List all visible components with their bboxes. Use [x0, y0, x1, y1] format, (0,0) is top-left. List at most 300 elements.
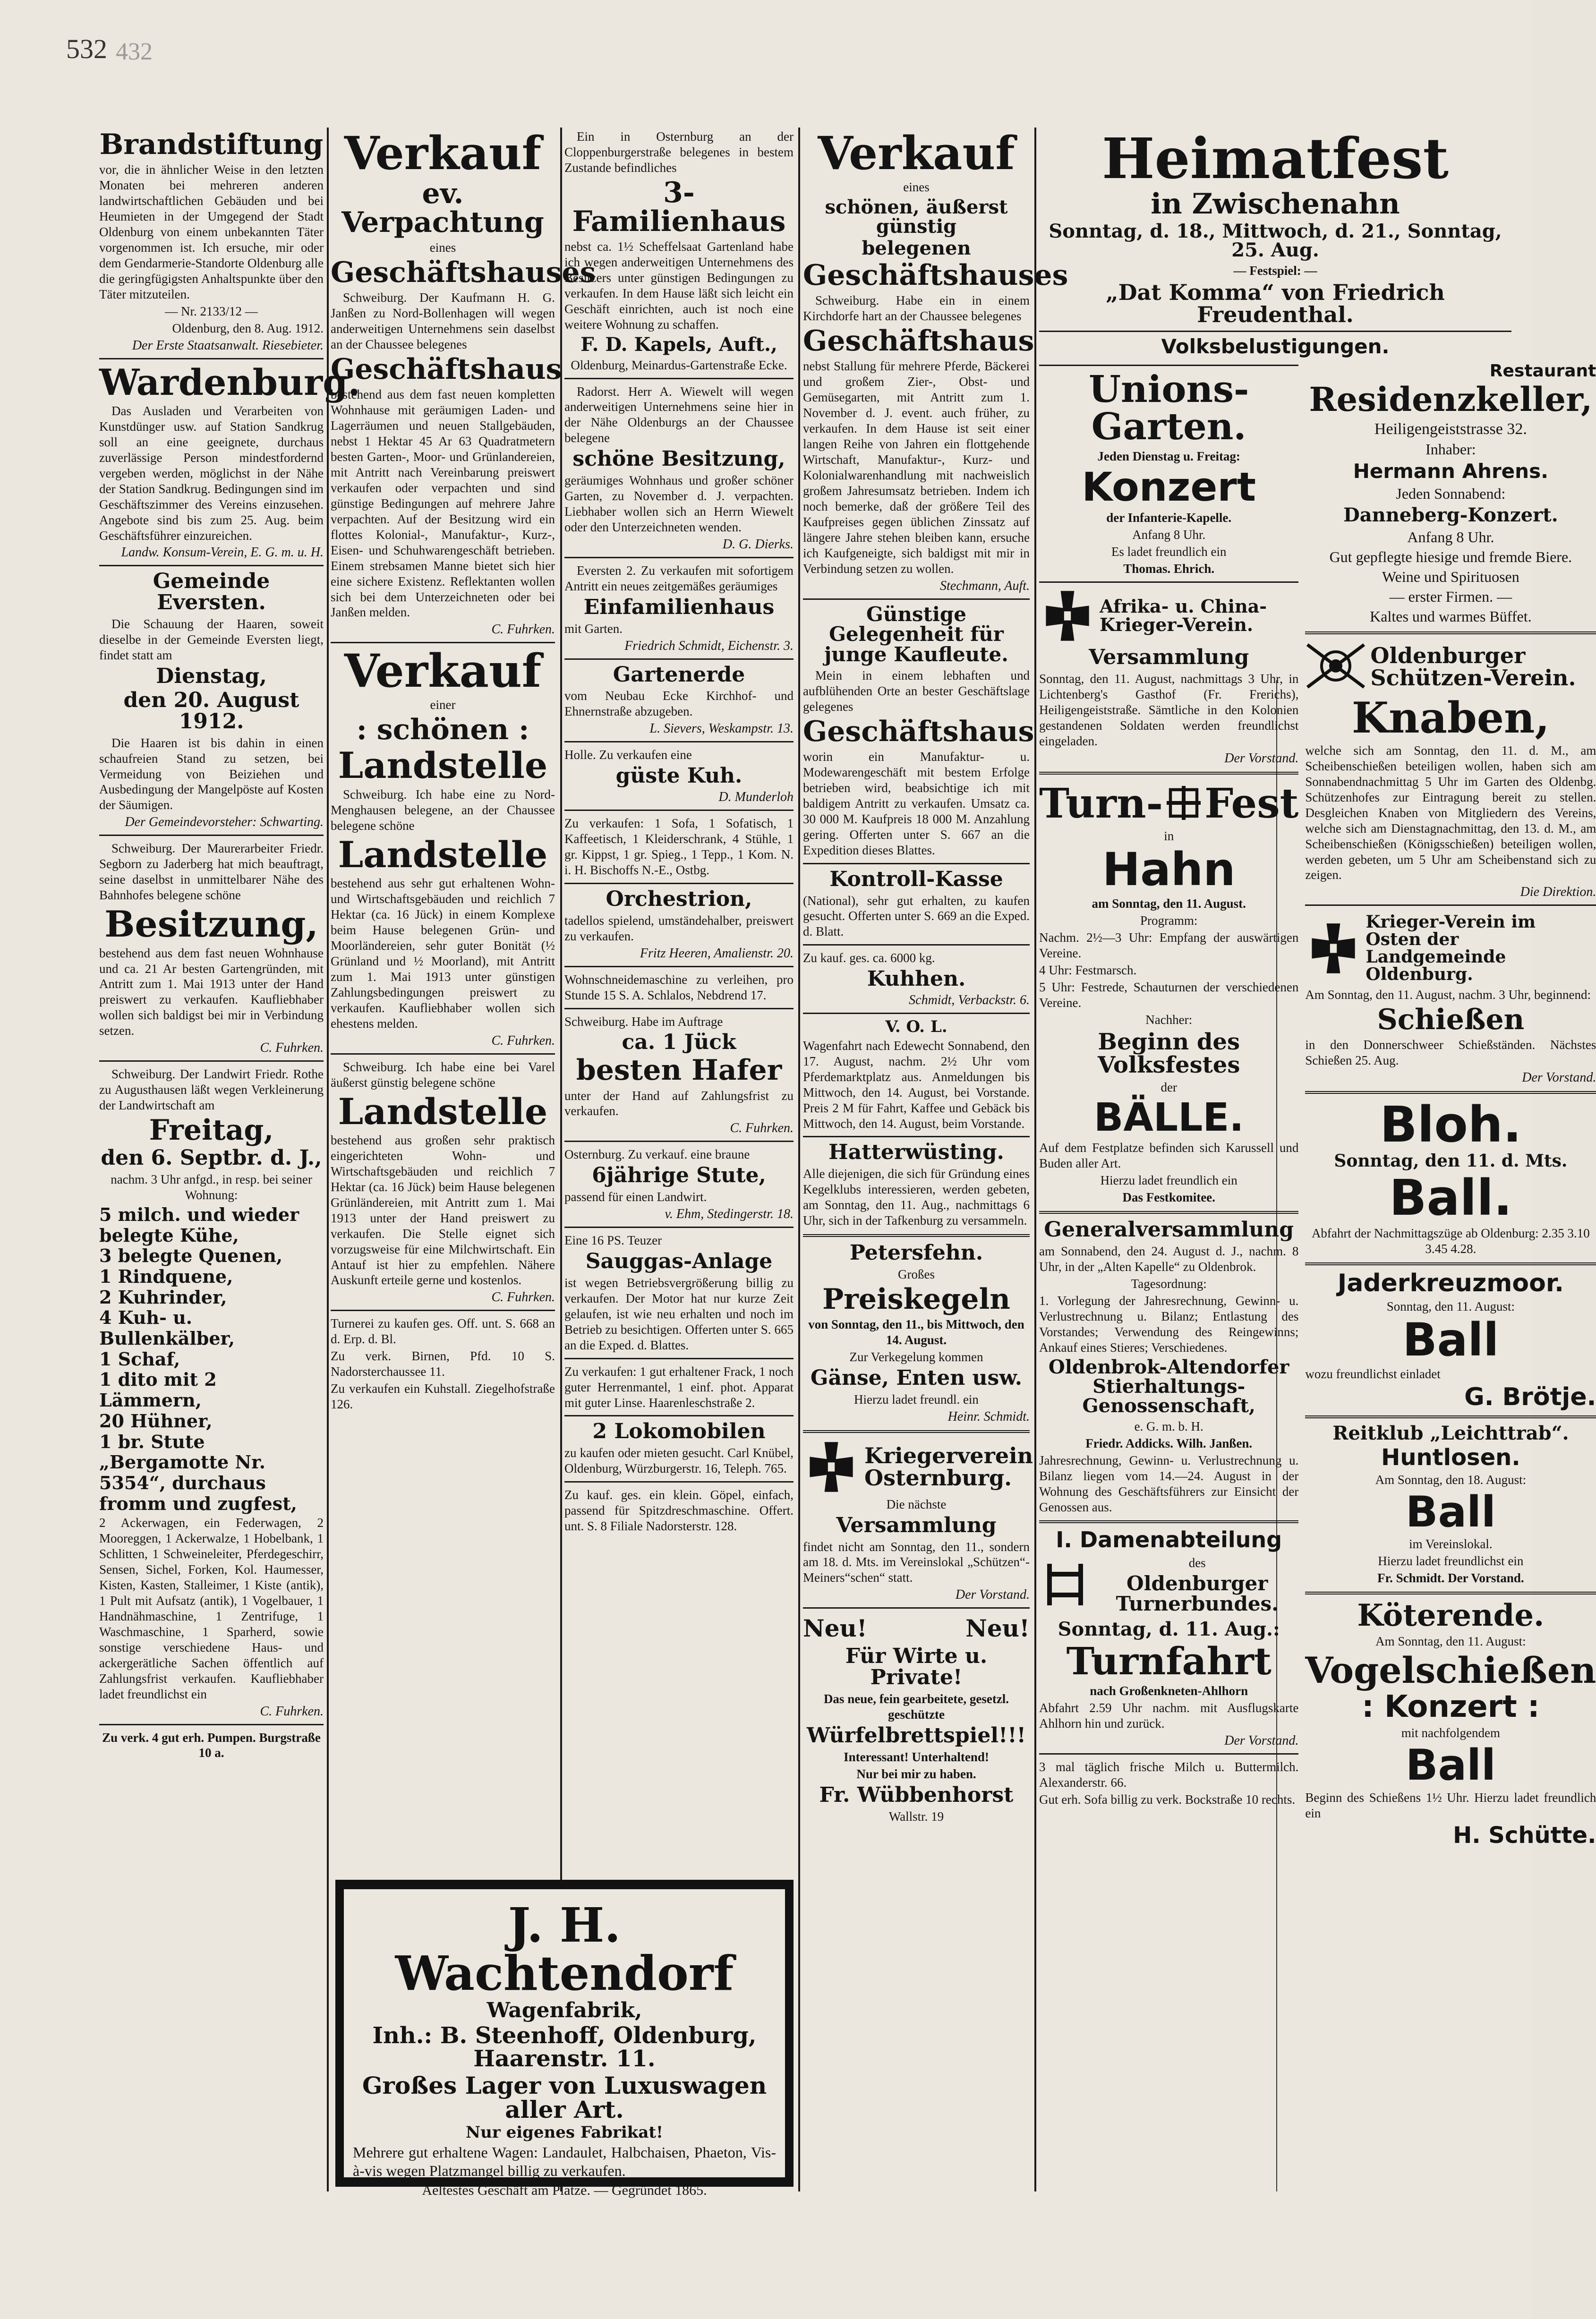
divider — [564, 658, 794, 660]
bloh-heading: Bloh. — [1380, 1096, 1522, 1154]
column-3 — [564, 128, 794, 1870]
turnfest-heading-a: Turn- — [1039, 779, 1163, 827]
divider — [803, 598, 1030, 600]
divider — [803, 1607, 1030, 1609]
osternburg-body-2: nebst ca. 1½ Scheffelsaat Gartenland habe ich wegen anderweitigen Unternehmens des Besitzers unter günstigen Bedingungen zu verkaufen. In dem Hause läßt sich leicht ein Geschäft einrichten, auch ist noch eine weitere Wohnung zu schaffen. — [564, 239, 794, 332]
divider — [1039, 1753, 1298, 1755]
sofa-ad: Zu verkaufen: 1 Sofa, 1 Sofatisch, 1 Kaffeetisch, 1 Kleiderschrank, 4 Stühle, 1 gr. Kippst, 1 gr. Spieg., 1 Tepp., 1 Kom. N. i. H. Bischoffs N.-E., Ostbg. — [564, 816, 794, 877]
heimatfest-heading: Heimatfest — [1102, 126, 1449, 191]
double-divider — [1039, 772, 1298, 775]
kriegerverein-next: Die nächste — [886, 1497, 947, 1511]
divider — [564, 810, 794, 811]
belegenen-label: belegenen — [862, 237, 971, 260]
wachtendorf-ad — [335, 1880, 794, 2198]
hafer-signature: C. Fuhrken. — [730, 1121, 794, 1136]
turnfahrt-abfahrt: Abfahrt 2.59 Uhr nachm. mit Ausflugskarte Ahlhorn hin und zurück. — [1039, 1701, 1299, 1731]
vol-body: Wagenfahrt nach Edewecht Sonnabend, den 17. August, nachm. 2½ Uhr vom Pferdemarktplatz aus. Anmeldungen bis Mittwoch, den 14. August, bei Vorstande. Preis 2 M für Fahrt, Kaffee und Gebäck bis Mittwoch, den 14. August, beim Vorstande. — [803, 1038, 1030, 1131]
unions-garten-heading: Unions-Garten. — [1089, 367, 1249, 449]
auction-item: 20 Hühner, — [99, 1410, 213, 1432]
eversten-body: Die Schauung der Haaren, soweit dieselbe in der Gemeinde Eversten liegt, findet statt am — [99, 617, 324, 663]
petersfehn-heading: Petersfehn. — [849, 1241, 983, 1265]
frack-ad: Zu verkaufen: 1 gut erhaltener Frack, 1 noch guter Herrenmantel, 1 einf. phot. Apparat mit guter Linse. Haarenleschstraße 2. — [564, 1364, 794, 1410]
wuerfelbrett-heading: Würfelbrettspiel!!! — [807, 1723, 1026, 1748]
koeterende-body: Beginn des Schießens 1½ Uhr. Hierzu ladet freundlich ein — [1305, 1790, 1596, 1820]
geschaeftshaus-heading: Geschäftshaus — [331, 353, 562, 386]
divider — [99, 358, 324, 359]
page-number: 532 — [66, 34, 107, 64]
geschaeftshaus-heading-2: Geschäftshaus — [803, 324, 1034, 358]
divider — [564, 966, 794, 967]
afrika-heading: Afrika- u. China-Krieger-Verein. — [1100, 596, 1267, 636]
einfamilienhaus-heading: Einfamilienhaus — [583, 595, 775, 619]
wachtendorf-ad-inner — [344, 1889, 785, 2198]
gelegenheit-body-2: worin ein Manufaktur- u. Modewarengeschäft mit bestem Erfolge betrieben wird, beabsichtige ich mit baldigem Antritt zu verkaufen. Umsatz ca. 30 000 M. Kaufpreis 18 000 M. Anzahlung gering. Offerten unter S. 667 an die Expedition dieses Blattes. — [803, 750, 1030, 857]
divider — [99, 1724, 324, 1725]
bloh-date: Sonntag, den 11. d. Mts. — [1334, 1151, 1568, 1171]
afrika-versammlung: Versammlung — [1089, 645, 1249, 670]
jader-invite: wozu freundlichst einladet — [1305, 1366, 1441, 1381]
reitklub-heading: Reitklub „Leichttrab“. — [1332, 1422, 1569, 1444]
damenabteilung-heading: I. Damenabteilung — [1056, 1527, 1282, 1553]
wein-label: Weine und Spirituosen — [1382, 568, 1519, 586]
ball-heading-3: Ball — [1405, 1487, 1496, 1537]
huntlosen-heading: Huntlosen. — [1381, 1444, 1520, 1471]
double-divider — [1305, 1262, 1596, 1265]
einer-label: einer — [430, 698, 456, 712]
divider — [564, 1141, 794, 1142]
divider — [803, 944, 1030, 946]
pumpen-ad: Zu verk. 4 gut erh. Pumpen. Burgstraße 10 a. — [102, 1730, 321, 1760]
kriegerverein-header — [803, 1439, 1033, 1495]
kuhhen-heading: Kuhhen. — [867, 967, 966, 991]
residenzkeller-heading: Residenzkeller, — [1309, 380, 1593, 419]
programm-item-3: 5 Uhr: Festrede, Schauturnen der verschiedenen Vereine. — [1039, 980, 1299, 1010]
turner-emblem-icon — [1039, 1559, 1091, 1612]
afrika-body: Sonntag, den 11. August, nachmittags 3 Uhr, in Lichtenberg's Gasthof (Fr. Frerichs), Heiligengeiststraße. Sämtliche in den Kolonien gestandenen Soldaten werden freundlichst eingeladen. — [1039, 672, 1299, 748]
auction-item: 1 br. Stute „Bergamotte Nr. 5354“, durchaus fromm und zugfest, — [99, 1431, 297, 1514]
knaben-signature: Die Direktion. — [1520, 885, 1596, 900]
turnfest-heading-row — [1039, 780, 1298, 827]
neu-label-2: Neu! — [965, 1614, 1030, 1643]
schneidemaschine-ad: Wohnschneidemaschine zu verleihen, pro Stunde 15 S. A. Schlalos, Nebdrend 17. — [564, 972, 794, 1002]
column-rule — [1034, 128, 1036, 2191]
radorst-body-2: geräumiges Wohnhaus und großer schöner Garten, zu November d. J. verpachten. Liebhaber wollen sich an Herrn Wiewelt oder den Unterzeichneten wenden. — [564, 473, 794, 534]
unions-band: der Infanterie-Kapelle. — [1106, 511, 1232, 525]
landstelle-title: Landstelle — [338, 833, 548, 876]
column-4 — [803, 127, 1068, 2196]
verkauf-heading: Verkauf — [344, 127, 542, 180]
programm-item-1: Nachm. 2½—3 Uhr: Empfang der auswärtigen Vereine. — [1039, 930, 1299, 961]
iron-cross-icon — [1305, 920, 1362, 977]
preiskegeln-heading: Preiskegeln — [822, 1282, 1010, 1316]
dat-komma: „Dat Komma“ von Friedrich Freudenthal. — [1106, 280, 1445, 327]
broetje-name: G. Brötje. — [1464, 1382, 1596, 1411]
baelle-body: Auf dem Festplatze befinden sich Karussell und Buden aller Art. — [1039, 1141, 1299, 1171]
divider — [99, 835, 324, 836]
divider — [1039, 331, 1511, 332]
inhaber-label: Inhaber: — [1425, 441, 1476, 458]
verkauf-heading-2: Verkauf — [344, 644, 542, 698]
auction-item: 1 dito mit 2 Lämmern, — [99, 1369, 217, 1411]
wardenburg-title: Wardenburg. — [99, 361, 360, 403]
rothe-day: Freitag, — [149, 1114, 274, 1147]
kirchdorf-body: Schweiburg. Habe ein in einem Kirchdorfe hart an der Chaussee belegenes — [803, 293, 1030, 324]
firmen-label: — erster Firmen. — — [1389, 588, 1512, 605]
divider — [564, 883, 794, 884]
brandstiftung-signature: Der Erste Staatsanwalt. Riesebieter. — [132, 338, 324, 353]
geschaeftshauses-heading-2: Geschäftshauses — [803, 259, 1068, 292]
birnen-ad: Zu verk. Birnen, Pfd. 10 S. Nadorsterchaussee 11. — [331, 1349, 555, 1379]
eines-label-2: eines — [903, 179, 930, 194]
divider — [564, 1227, 794, 1228]
divider — [803, 1013, 1030, 1014]
ball-heading-4: Ball — [1405, 1740, 1496, 1790]
column-5-left — [1039, 360, 1298, 1850]
mit-garten: mit Garten. — [564, 621, 623, 636]
target-crossed-rifles-icon — [1305, 640, 1366, 694]
grosses-label: Großes — [898, 1267, 935, 1281]
besitzung-title: Besitzung, — [104, 903, 318, 946]
double-divider — [1039, 1520, 1298, 1523]
stier-sub: e. G. m. b. H. — [1134, 1419, 1203, 1433]
double-divider — [1305, 1091, 1596, 1094]
varel-title: Landstelle — [338, 1090, 548, 1133]
divider — [564, 1481, 794, 1483]
column-5-split — [1039, 360, 1596, 1850]
rothe-misc: 2 Ackerwagen, ein Federwagen, 2 Mooreggen, 1 Ackerwalze, 1 Hobelbank, 1 Schlitten, 1 Schweineleiter, Pferdegeschirr, Sensen, Sichel, Forken, Kol. Haumesser, Kisten, Kasten, Stalleimer, 1 Kiste (antik), 1 Pult mit Aufsatz (antik), 1 Vogelbauer, 1 Handnähmaschine, 1 Zentrifuge, 1 Waschmaschine, 1 Sparherd, sowie sonstige verschiedene Haus- und ackergerätliche Sachen öffentlich auf Zahlungsfrist verkaufen. Kaufliebhaber ladet freundlichst ein — [99, 1516, 324, 1701]
gelegenheit-body: Mein in einem lebhaften und aufblühenden Orte an bester Geschäftslage gelegenes — [803, 668, 1030, 714]
auction-item: 3 belegte Quenen, — [99, 1245, 283, 1267]
verkauf-heading-3: Verkauf — [818, 127, 1015, 180]
kapels-address: Oldenburg, Meinardus-Gartenstraße Ecke. — [571, 358, 787, 372]
versammlung-heading: Versammlung — [836, 1513, 997, 1537]
krieger2-heading: Krieger-Verein im Osten der Landgemeinde Oldenburg. — [1366, 912, 1536, 984]
brandstiftung-date: Oldenburg, den 8. Aug. 1912. — [172, 321, 324, 335]
schuetzen-header — [1305, 640, 1596, 694]
familienhaus-heading: 3-Familienhaus — [572, 176, 786, 238]
vogelschiessen-heading: Vogelschießen — [1305, 1649, 1596, 1692]
orchestrion-body: tadellos spielend, umständehalber, preiswert zu verkaufen. — [564, 913, 794, 943]
kuh-intro: Holle. Zu verkaufen eine — [564, 748, 692, 762]
column-rule — [798, 128, 800, 2191]
wuebbenhorst-address: Wallstr. 19 — [888, 1809, 944, 1824]
janssen-body-2: bestehend aus dem fast neuen kompletten Wohnhause mit geräumigen Laden- und Lagerräumen und neuen Stallgebäuden, nebst 1 Hektar 45 Ar 63 Quadratmetern besten Garten-, Moor- und Grünlandereien, mit Antritt nach Vereinbarung preiswert verkaufen oder verpachten und sind günstige Bedingungen auf mehrere Jahre verpachten. Auf der Besitzung wird ein flottes Kolonial-, Manufaktur-, Kurz-, Eisen- und Schuhwarengeschäft betrieben. Einem strebsamen Manne bietet sich hier eine sichere Existenz. Reflektanten wollen sich bei dem Unterzeichneten oder bei Janßen melden. — [331, 387, 555, 620]
krieger2-signature: Der Vorstand. — [1522, 1070, 1596, 1085]
gartenerde-heading: Gartenerde — [613, 662, 745, 687]
anfang-label: Anfang 8 Uhr. — [1407, 528, 1494, 546]
janssen-signature: C. Fuhrken. — [491, 622, 555, 637]
lokomobilen-body: zu kaufen oder mieten gesucht. Carl Knübel, Oldenburg, Würzburgerstr. 16, Teleph. 765. — [564, 1446, 794, 1476]
varel-signature: C. Fuhrken. — [491, 1290, 555, 1305]
double-divider — [803, 1234, 1030, 1237]
auction-item: 1 Schaf, — [99, 1348, 180, 1370]
turnfest-heading-b: Fest — [1204, 779, 1299, 827]
divider — [99, 1060, 324, 1062]
auction-item: 1 Rindquene, — [99, 1266, 233, 1287]
besitzung-body: bestehend aus dem fast neuen Wohnhause und ca. 21 Ar besten Gartengründen, mit Antritt zum 1. Mai 1913 unter der Hand preiswert zu verkaufen. Kaufliebhaber wollen sich baldigst bei mir in Verbindung setzen. — [99, 946, 324, 1038]
double-divider — [803, 1430, 1030, 1433]
festkomitee: Das Festkomitee. — [1122, 1190, 1215, 1205]
neu-row — [803, 1613, 1030, 1643]
column-1 — [99, 128, 360, 1762]
hafer-amount: ca. 1 Jück — [622, 1030, 736, 1055]
rothe-time: nachm. 3 Uhr anfgd., in resp. bei seiner Wohnung: — [111, 1172, 312, 1202]
eversten-body-2: Die Haaren ist bis dahin in einen schaufreien Stand zu setzen, bei Vermeidung von Beiziehen und Ausbedingung der Mangelpöste auf Kosten der Säumigen. — [99, 735, 324, 812]
divider — [803, 863, 1030, 864]
ball-heading-2: Ball — [1402, 1313, 1499, 1366]
divider — [564, 1415, 794, 1416]
stute-body: passend für einen Landwirt. — [564, 1190, 707, 1204]
kuhstall-ad: Zu verkaufen ein Kuhstall. Ziegelhofstraße 126. — [331, 1381, 555, 1412]
nachher-label: Nachher: — [1145, 1012, 1193, 1027]
turnfest-in: in — [1164, 829, 1174, 844]
gartenerde-signature: L. Sievers, Weskampstr. 13. — [649, 721, 794, 736]
stier-body: Jahresrechnung, Gewinn- u. Verlustrechnung u. Bilanz liegen vom 14.—24. August in der Wohnung des Geschäftsführers zur Einsicht der Genossen aus. — [1039, 1453, 1299, 1514]
turnerbund-heading: Oldenburger Turnerbundes. — [1116, 1572, 1279, 1616]
wachtendorf-owner: Inh.: B. Steenhoff, Oldenburg, Haarenstr. 11. — [372, 2022, 757, 2072]
krieger2-body-2: in den Donnerschweer Schießständen. Nächstes Schießen 25. Aug. — [1305, 1038, 1596, 1068]
damen-date: Sonntag, d. 11. Aug.: — [1058, 1618, 1280, 1640]
landstelle-body-2: bestehend aus sehr gut erhaltenen Wohn- und Wirtschaftsgebäuden und reichlich 7 Hektar (ca. 16 Jück) in einem Komplexe beim Hause belegenen Grün- und Moorländereien, sehr guter Bonität (½ Grünland und ½ Moorland), mit Antritt zum 1. Mai 1913 unter günstigen Zahlungsbedingungen preiswert zu verkaufen. Kaufliebhaber wollen sich ehestens melden. — [331, 876, 555, 1031]
unions-days: Jeden Dienstag u. Freitag: — [1097, 449, 1240, 463]
turnfahrt-heading: Turnfahrt — [1066, 1638, 1272, 1683]
ball-heading: Ball. — [1389, 1169, 1512, 1227]
tagesordnung-label: Tagesordnung: — [1131, 1276, 1207, 1291]
generalversammlung-heading: Generalversammlung — [1044, 1218, 1294, 1242]
auction-item: 5 milch. und wieder belegte Kühe, — [99, 1203, 299, 1246]
mit-nachfolgendem: mit nachfolgendem — [1401, 1726, 1500, 1740]
landstelle-heading: Landstelle — [338, 744, 548, 787]
hafer-body: unter der Hand auf Zahlungsfrist zu verkaufen. — [564, 1088, 794, 1118]
radorst-body: Radorst. Herr A. Wiewelt will wegen anderweitigen Unternehmens seine hier in der Nähe Oldenburgs an der Chaussee belegene — [564, 384, 794, 445]
divider — [99, 565, 324, 566]
double-divider — [1305, 631, 1596, 634]
varel-body: Schweiburg. Ich habe eine bei Varel äußerst günstig belegene schöne — [331, 1059, 555, 1090]
gartenerde-body: vom Neubau Ecke Kirchhof- und Ehnernstraße abzugeben. — [564, 689, 794, 719]
divider — [803, 1136, 1030, 1137]
huntlosen-date: Am Sonntag, den 18. August: — [1375, 1472, 1527, 1487]
wardenburg-signature: Landw. Konsum-Verein, E. G. m. u. H. — [121, 545, 324, 560]
hafer-heading: besten Hafer — [576, 1054, 782, 1087]
wirte-heading: Für Wirte u. Private! — [845, 1644, 988, 1690]
bloh-body: Abfahrt der Nachmittagszüge ab Oldenburg: 2.35 3.10 3.45 4.28. — [1311, 1226, 1590, 1256]
besitzung-intro: Schweiburg. Der Maurerarbeiter Friedr. Segborn zu Jaderberg hat mich beauftragt, seine daselbst in unmittelbarer Nähe des Bahnhofes belegene schöne — [99, 841, 324, 903]
jaderkreuzmoor-heading: Jaderkreuzmoor. — [1337, 1269, 1564, 1297]
column-rule — [327, 128, 329, 2191]
kontrollkasse-body: (National), sehr gut erhalten, zu kaufen gesucht. Offerten unter S. 669 an die Exped. d. Blatt. — [803, 893, 1030, 939]
schoenen-label: schönen, äußerst günstig — [825, 196, 1008, 238]
stute-heading: 6jährige Stute, — [592, 1163, 766, 1188]
hatterwuesting-heading: Hatterwüsting. — [828, 1140, 1004, 1165]
divider — [331, 642, 555, 643]
programm-item-2: 4 Uhr: Festmarsch. — [1039, 963, 1137, 978]
gelegenheit-heading: Günstige Gelegenheit für junge Kaufleute. — [824, 602, 1008, 666]
stechmann-signature: Stechmann, Auft. — [939, 578, 1030, 593]
divider — [1039, 581, 1298, 583]
orchestrion-heading: Orchestrion, — [606, 887, 752, 911]
kriegerverein-signature: Der Vorstand. — [955, 1587, 1030, 1603]
sonnabend-label: Jeden Sonnabend: — [1396, 485, 1506, 503]
rothe-date: den 6. Septbr. d. J., — [101, 1146, 322, 1170]
geschaeftshauses-heading: Geschäftshauses — [331, 256, 596, 290]
buffet-label: Kaltes und warmes Büffet. — [1370, 608, 1532, 625]
auction-item: 4 Kuh- u. Bullenkälber, — [99, 1307, 235, 1349]
residenz-address: Heiligengeiststrasse 32. — [1374, 420, 1527, 438]
divider — [1305, 904, 1596, 906]
turnfahrt-dest: nach Großenkneten-Ahlhorn — [1090, 1684, 1248, 1698]
programm-label: Programm: — [1140, 913, 1198, 928]
brandstiftung-ref: — Nr. 2133/12 — — [165, 304, 258, 318]
krieger2-header — [1305, 911, 1596, 986]
kuh-heading: güste Kuh. — [615, 764, 743, 788]
lokomobilen-heading: 2 Lokomobilen — [592, 1419, 766, 1444]
schoenen-heading: : schönen : — [356, 713, 529, 747]
knaben-body: welche sich am Sonntag, den 11. d. M., am Scheibenschießen beteiligen wollen, haben sich am Sonnabendnachmittag 5 Uhr im Garten des Oldenbg. Schützenhofes zur Eintragung bereit zu stellen. Desgleichen Knaben von Mitgliedern des Vereins, welche sich am Dienstagnachmittag, den 13. d. M., am Scheibenschießen (Königsschießen) beteiligen wollen, werden gebeten, um 5 Uhr am Scheibenstand sich zu zeigen. — [1305, 743, 1596, 882]
rothe-intro: Schweiburg. Der Landwirt Friedr. Rothe zu Augusthausen läßt wegen Verkleinerung der Landwirtschaft am — [99, 1067, 324, 1113]
afrika-header — [1039, 588, 1298, 644]
brandstiftung-title: Brandstiftung — [99, 128, 324, 161]
eversten2-body: Eversten 2. Zu verkaufen mit sofortigem Antritt ein neues zeitgemäßes geräumiges — [564, 563, 794, 593]
hafer-intro: Schweiburg. Habe im Auftrage — [564, 1014, 723, 1029]
kuhhen-signature: Schmidt, Verbackstr. 6. — [909, 993, 1030, 1008]
landstelle-signature: C. Fuhrken. — [491, 1033, 555, 1048]
konzert-heading-2: : Konzert : — [1362, 1689, 1540, 1724]
baelle-invite: Hierzu ladet freundlich ein — [1100, 1173, 1238, 1188]
eversten-day: Dienstag, — [156, 664, 267, 689]
besitzung-heading: schöne Besitzung, — [572, 447, 785, 471]
ahrens-name: Hermann Ahrens. — [1353, 460, 1549, 483]
hahn-heading: Hahn — [1102, 843, 1236, 896]
kuh-signature: D. Munderloh — [718, 790, 794, 805]
sauggas-heading: Sauggas-Anlage — [585, 1249, 773, 1274]
vol-heading: V. O. L. — [885, 1017, 947, 1037]
sauggas-body: ist wegen Betriebsvergrößerung billig zu verkaufen. Der Motor hat nur kurze Zeit gelaufen, ist wie neu erhalten und noch im Betrieb zu besichtigen. Offerten unter S. 665 an die Exped. d. Blattes. — [564, 1275, 794, 1352]
geschaeftshaus-heading-3: Geschäftshaus — [803, 715, 1034, 748]
huntlosen-invite: Hierzu ladet freundlichst ein — [1378, 1554, 1524, 1569]
kriegerverein-body: findet nicht am Sonntag, den 11., sondern am 18. d. Mts. im Vereinslokal „Schützen“-Meiners“schen“ statt. — [803, 1539, 1030, 1585]
radorst-signature: D. G. Dierks. — [722, 537, 794, 552]
verpachtung-heading: ev. Verpachtung — [341, 177, 544, 239]
milch-ad: 3 mal täglich frische Milch u. Buttermilch. Alexanderstr. 66. — [1039, 1760, 1299, 1790]
restaurant-label: Restaurant — [1489, 361, 1596, 381]
auction-item: 2 Kuhrinder, — [99, 1286, 227, 1308]
preiskegeln-signature: Heinr. Schmidt. — [947, 1409, 1030, 1424]
unions-signature: Thomas. Ehrich. — [1123, 562, 1215, 576]
preiskegeln-invite: Hierzu ladet freundl. ein — [854, 1392, 979, 1407]
volksfest-heading: Beginn des Volksfestes — [1098, 1028, 1240, 1078]
column-5 — [1039, 126, 1596, 2196]
page-number-faint: 432 — [116, 38, 153, 65]
auction-list — [99, 1204, 324, 1514]
eversten-date: den 20. August 1912. — [123, 688, 299, 733]
huntlosen-location: im Vereinslokal. — [1409, 1537, 1493, 1552]
gaense-heading: Gänse, Enten usw. — [810, 1365, 1023, 1390]
kapels-name: F. D. Kapels, Auft., — [580, 333, 777, 356]
schuetzenverein-heading: Oldenburger Schützen-Verein. — [1370, 643, 1576, 691]
divider — [331, 1310, 555, 1311]
turner-cross-icon — [1165, 784, 1203, 824]
divider — [564, 378, 794, 379]
unions-time: Anfang 8 Uhr. — [1132, 528, 1206, 542]
koeterende-date: Am Sonntag, den 11. August: — [1375, 1634, 1526, 1649]
schuette-name: H. Schütte. — [1453, 1822, 1596, 1849]
heimatfest-dates: Sonntag, d. 18., Mittwoch, d. 21., Sonntag, 25. Aug. — [1049, 220, 1502, 262]
afrika-signature: Der Vorstand. — [1224, 750, 1299, 766]
kirchdorf-body-2: nebst Stallung für mehrere Pferde, Bäckerei und großem Zier-, Obst- und Gemüsegarten, mit Antritt zum 1. November d. J. event. auch früher, zu verkaufen. In dem Hause ist seit einer langen Reihe von Jahren ein flottgehende Wirtschaft, Manufaktur-, Kurz- und Kolonialwarenhandlung mit nachweislich großem Jahresumsatz betrieben. Indem ich noch bemerke, daß der größere Teil des Kaufpreises gegen üblichen Zinssatz auf längere Jahre stehen bleiben kann, ersuche ich Kaufgeneigte, sich baldigst mit mir in Verbindung setzen zu wollen. — [803, 359, 1030, 576]
landstelle-body: Schweiburg. Ich habe eine zu Nord-Menghausen belegene, an der Chaussee belegene schöne — [331, 787, 555, 833]
wuebbenhorst-name: Fr. Wübbenhorst — [819, 1782, 1014, 1807]
iron-cross-icon — [803, 1439, 860, 1495]
baelle-heading: BÄLLE. — [1093, 1095, 1244, 1140]
janssen-body: Schweiburg. Der Kaufmann H. G. Janßen zu Nord-Bollenhagen will wegen anderweitigen Unternehmens sein daselbst an der Chaussee belegenes — [331, 290, 555, 352]
wachtendorf-lager: Großes Lager von Luxuswagen aller Art. — [362, 2071, 767, 2123]
turnerbund-row — [1039, 1554, 1298, 1617]
divider — [331, 1053, 555, 1055]
huntlosen-signature: Fr. Schmidt. Der Vorstand. — [1377, 1571, 1524, 1586]
wachtendorf-footer: Aeltestes Geschäft am Platze. — Gegründet 1865. — [422, 2182, 707, 2198]
eversten-signature: Der Gemeindevorsteher: Schwarting. — [125, 815, 324, 830]
kontrollkasse-heading: Kontroll-Kasse — [829, 867, 1003, 891]
divider — [1039, 365, 1298, 366]
des-label: des — [1188, 1556, 1206, 1570]
preiskegeln-dates: von Sonntag, den 11., bis Mittwoch, den 14. August. — [808, 1317, 1024, 1347]
orchestrion-signature: Fritz Heeren, Amalienstr. 20. — [640, 946, 794, 961]
hahn-date: am Sonntag, den 11. August. — [1092, 896, 1246, 911]
wachtendorf-name: J. H. Wachtendorf — [395, 1897, 734, 2001]
double-divider — [1305, 1592, 1596, 1594]
osternburg-body: Ein in Osternburg an der Cloppenburgerstraße belegenes in bestem Zustande befindliches — [564, 129, 794, 175]
wachtendorf-body: Mehrere gut erhaltene Wagen: Landaulet, Halbchaisen, Phaeton, Vis-à-vis wegen Platzmangel billig zu verkaufen. — [353, 2144, 776, 2180]
festspiel-label: — Festspiel: — — [1233, 264, 1317, 278]
stute-intro: Osternburg. Zu verkauf. eine braune — [564, 1147, 750, 1162]
brandstiftung-body: vor, die in ähnlicher Weise in den letzten Monaten bei mehreren anderen landwirtschaftlichen Gebäuden und bei Heumieten in der Umgegend der Stadt Oldenburg von einem unbekannten Täter vorgenommen ist. Ich ersuche, mir oder dem Gendarmerie-Standorte Oldenburg alle die geringfügigsten Anhaltspunkte über den Täter mitzuteilen. — [99, 162, 324, 301]
eversten-title: Gemeinde Eversten. — [153, 569, 270, 615]
hatterwuesting-body: Alle diejenigen, die sich für Gründung eines Kegelklubs interessieren, werden gebeten, am Sonntag, den 11. Aug., nachmittags 6 Uhr, sich in der Tafkenburg zu versammeln. — [803, 1167, 1030, 1228]
tagesordnung-items: 1. Vorlegung der Jahresrechnung, Gewinn- u. Verlustrechnung u. Bilanz; Entlastung des Vorstandes; Verwendung des Reingewinns; Ankauf eines Stieres; Verschiedenes. — [1039, 1293, 1299, 1355]
damen-signature: Der Vorstand. — [1224, 1733, 1299, 1748]
konzert-heading: Konzert — [1082, 463, 1256, 510]
volksbelustigungen: Volksbelustigungen. — [1161, 334, 1390, 358]
neu-label: Neu! — [803, 1614, 867, 1643]
stier-names: Friedr. Addicks. Wilh. Janßen. — [1085, 1436, 1253, 1450]
double-divider — [1305, 1415, 1596, 1418]
goepel-ad: Zu kauf. ges. ein klein. Göpel, einfach, passend für Spitzdreschmaschine. Offert. unt. S. 8 Filiale Nadorsterstr. 128. — [564, 1488, 794, 1534]
schmidt-signature: Friedrich Schmidt, Eichenstr. 3. — [624, 638, 794, 653]
bier-label: Gut gepflegte hiesige und fremde Biere. — [1329, 548, 1572, 566]
der-label: der — [1161, 1080, 1177, 1094]
koeterende-heading: Köterende. — [1357, 1598, 1545, 1634]
schiessen-heading: Schießen — [1377, 1003, 1525, 1037]
interessant-label: Interessant! Unterhaltend! — [844, 1749, 989, 1764]
varel-body-2: bestehend aus großen sehr praktisch eingerichteten Wohn- und Wirtschaftsgebäuden und reichlich 7 Hektar (ca. 16 Jück) beim Hause belegenen Grünländereien, mit Antritt zum 1. Mai 1913 unter der Hand preiswert zu verkaufen. Die Stelle eignet sich vorzugsweise für eine Milchwirtschaft. Ein Antauf ist hier zu empfehlen. Nähere Auskunft erteile gerne und kostenlos. — [331, 1133, 555, 1287]
kuhhen-intro: Zu kauf. ges. ca. 6000 kg. — [803, 951, 935, 965]
column-5-right — [1305, 360, 1596, 1850]
stier-heading: Oldenbrok-Altendorfer Stierhaltungs-Genossenschaft, — [1048, 1356, 1289, 1417]
rothe-signature: C. Fuhrken. — [260, 1704, 324, 1719]
danneberg-konzert: Danneberg-Konzert. — [1343, 504, 1558, 527]
wachtendorf-fabrikat: Nur eigenes Fabrikat! — [466, 2123, 663, 2142]
turnerei-ad: Turnerei zu kaufen ges. Off. unt. S. 668 an d. Erp. d. Bl. — [331, 1316, 555, 1347]
double-divider — [1039, 1211, 1298, 1214]
krieger2-body: Am Sonntag, den 11. August, nachm. 3 Uhr, beginnend: — [1305, 988, 1591, 1002]
generalversammlung-body: am Sonnabend, den 24. August d. J., nachm. 8 Uhr, in der „Alten Kapelle“ zu Oldenbrok. — [1039, 1244, 1299, 1274]
nur-bei-mir: Nur bei mir zu haben. — [856, 1766, 976, 1781]
wardenburg-body: Das Ausladen und Verarbeiten von Kunstdünger usw. auf Station Sandkrug soll an eine geeignete, durchaus zuverlässige Person mindestfordernd vergeben werden, möglichst in der Nähe der Station Sandkrug. Bedingungen sind im Geschäftszimmer des Vereins einzusehen. Angebote sind bis zum 25. Aug. beim Geschäftsführer einzureichen. — [99, 404, 324, 543]
kriegerverein-heading: Kriegerverein Osternburg. — [864, 1442, 1033, 1491]
wirte-body: Das neue, fein gearbeitete, gesetzl. geschützte — [823, 1692, 1009, 1722]
eines-label: eines — [429, 240, 456, 255]
sofa-ad-2: Gut erh. Sofa billig zu verk. Bockstraße 10 rechts. — [1039, 1792, 1296, 1807]
